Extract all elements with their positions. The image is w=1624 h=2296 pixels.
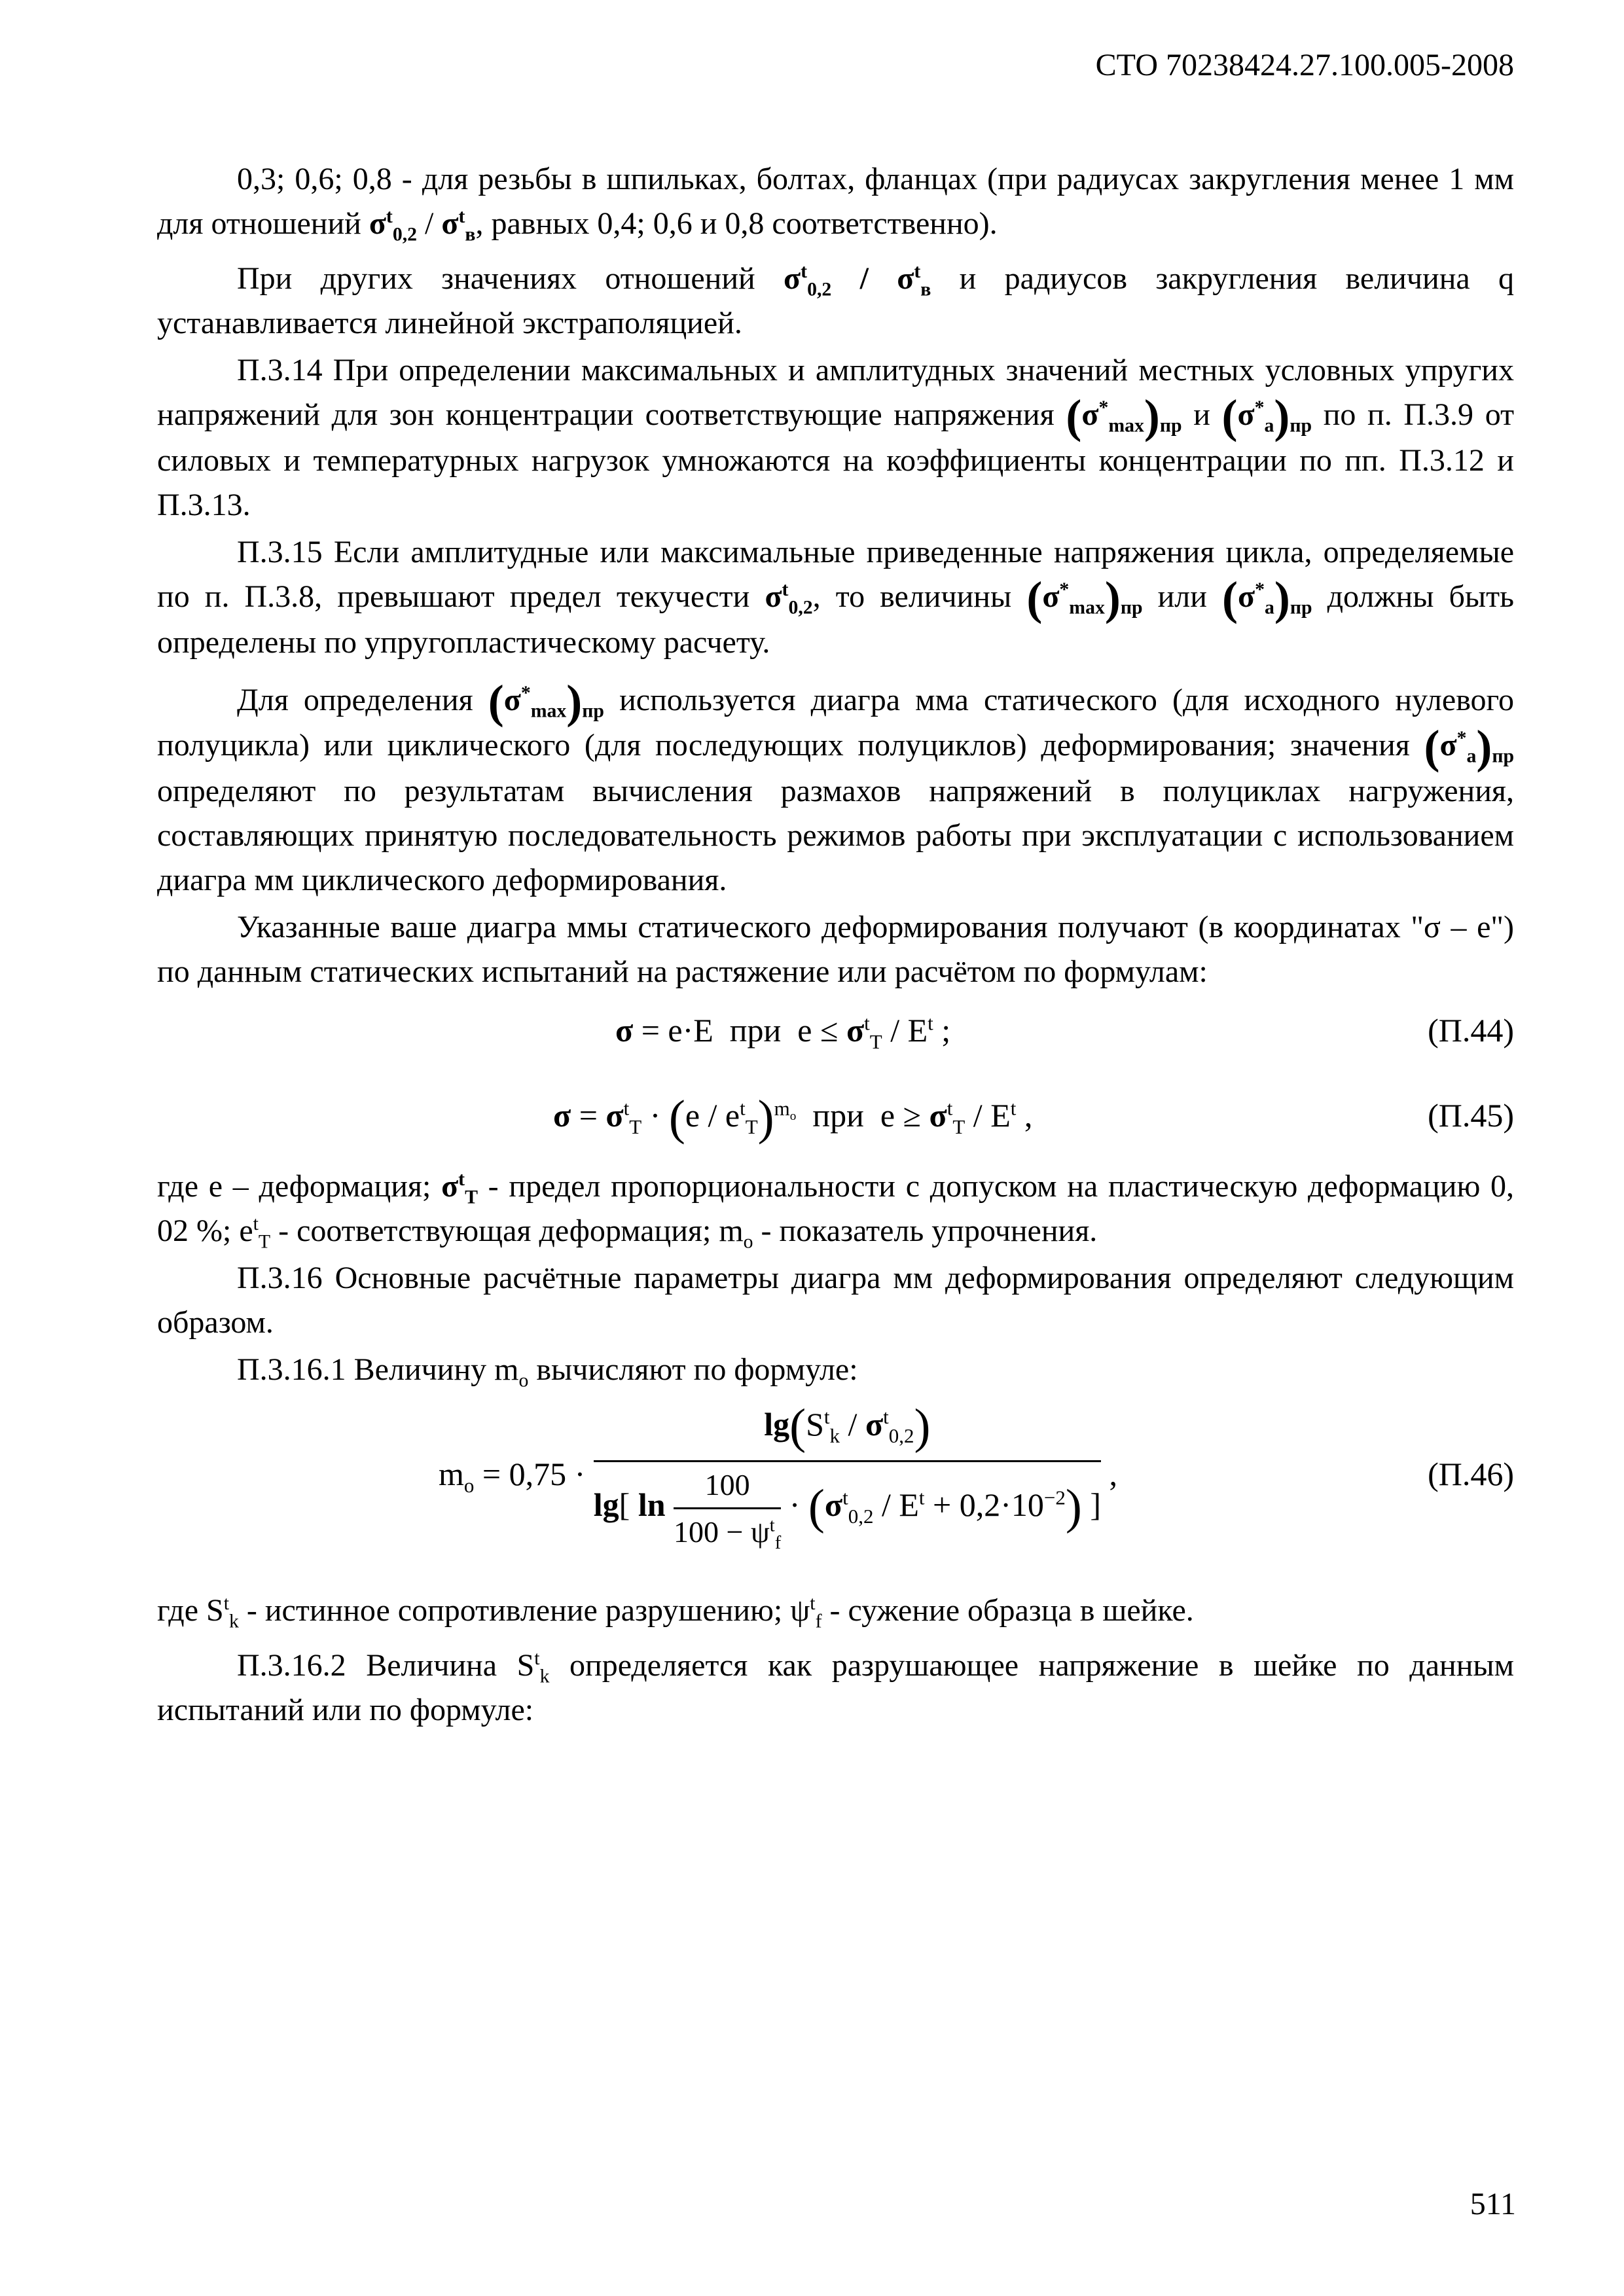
text: и радиусов закругления величина q устанавливается линейной экстраполяцией. [157,261,1515,340]
document-header: СТО 70238424.27.100.005-2008 [1095,48,1514,82]
text: П.3.16.1 Величину [237,1352,487,1388]
text: определяется как разрушающее напряжение в шейке по данным испытаний или по формуле: [157,1648,1515,1728]
text: по п. П.3.9 от силовых и температурных нагрузок умножаются на коэффициенты концентрации по пп. П.3.12 и П.3.13. [157,397,1515,522]
formula-sigma-max-pr: $(\sigma^*_{max})_{пр}$ [1066,389,1182,442]
text: - показатель упрочнения. [761,1213,1098,1249]
text: Для определения [237,682,473,717]
equation-p45 [157,1079,1514,1164]
paragraph-thread-radius: 0,3; 0,6; 0,8 - для резьбы в шпильках, болтах, фланцах (при радиусах закругления менее 1 мм для отношений $\sigma^t_{0,2} / \sigma^t_в$, равных 0,4; 0,6 и 0,8 соответственно). [157,162,1514,245]
formula-sigma-a-pr: $(\sigma^*_a)_{пр}$ [1221,389,1312,442]
paragraph-p3-16-2 [157,1643,1514,1732]
equation-p44 [157,994,1514,1079]
text: , равных 0,4; 0,6 и 0,8 соответственно). [475,206,998,241]
paragraph-diagrams [157,905,1514,994]
text: где e – деформация; [157,1169,431,1204]
text: П.3.16 Основные расчётные параметры диагра мм деформирования определяют следующим образом. [157,1261,1514,1340]
formula-s-k: $S^t_k$ [206,1592,239,1632]
text: - предел пропорциональности с допуском на пластическую деформацию 0, 02 %; [157,1169,1515,1249]
paragraph-p3-14 [157,348,1514,528]
paragraph-p3-16-1 [157,1348,1514,1392]
text: П.3.16.2 Величина [237,1648,497,1683]
text: определяют по результатам вычисления размахов напряжений в полуциклах нагружения, составляющих принятую последовательность режимов работы при эксплуатации с использованием диагра мм циклического деформирования. [157,774,1514,898]
equation-body: $m_o = 0,75$ · $\lg(S^t_k / \sigma^t_{0,2})$ lg[ ln $\frac{100}{100 - \psi^t_f}$ · $(\sigma^t_{0,2} / E^t + 0,2\cdot 10^{-2})$ ] , [439,1399,1117,1554]
formula-sigma-02: $\sigma^t_{0,2}$ [765,578,813,619]
text: - истинное сопротивление разрушению; [246,1593,783,1628]
equation-number: (П.46) [1428,1456,1514,1493]
formula-sigma-a-pr: $(\sigma^*_a)_{пр}$ [1424,721,1515,774]
text: - сужение образца в шейке. [829,1593,1194,1628]
paragraph-where-sk [157,1588,1514,1633]
text: где [157,1593,199,1628]
formula-sigma-a-pr: $(\sigma^*_a)_{пр}$ [1222,571,1312,624]
fraction: $\lg(S^t_k / \sigma^t_{0,2})$ lg[ ln $\frac{100}{100 - \psi^t_f}$ · $(\sigma^t_{0,2} / E^t + 0,2\cdot 10^{-2})$ ] [593,1399,1101,1554]
text: - соответствующая деформация; [278,1213,712,1249]
formula-sigma-b: $\sigma^t_в$ [441,206,476,245]
formula-sigma-max-pr: $(\sigma^*_{max})_{пр}$ [488,675,604,728]
equation-p46 [157,1392,1514,1588]
paragraph-p3-16 [157,1256,1514,1345]
paragraph-where-e [157,1164,1514,1253]
equation-body: $\sigma = \sigma^t_T \cdot (e / e^t_T)^{m_o}$ при $e \ge \sigma^t_T / E^t$ , [553,1090,1033,1145]
text: и [1193,397,1210,432]
text: П.3.15 Если амплитудные или максимальные приведенные напряжения цикла, определяемые по п. П.3.8, превышают предел текучести [157,534,1514,614]
paragraph-extrapolation [157,257,1514,346]
equation-number: (П.44) [1428,1012,1514,1049]
formula-sigma-t: $\sigma^t_T$ [441,1168,478,1208]
paragraph-p3-15 [157,530,1514,665]
equation-number: (П.45) [1428,1097,1514,1134]
formula-sigma-ratio: $\sigma^t_{0,2} / \sigma^t_в$ [784,260,931,300]
text: При других значениях отношений [237,261,755,296]
formula-m-o: $m_o$ [494,1352,529,1391]
paragraph-definition [157,675,1515,903]
formula-s-k: $S^t_k$ [516,1647,550,1687]
text: Указанные ваше диагра ммы статического деформирования получают (в координатах "σ – e") по данным статических испытаний на растяжение или расчётом по формулам: [157,910,1514,990]
formula-e-t: $e^t_T$ [239,1213,271,1253]
formula-psi-f: $\psi^t_f$ [790,1592,822,1632]
page-number: 511 [1470,2187,1516,2221]
text: 0,3; 0,6; 0,8 - для резьбы в шпильках, болтах, фланцах (при радиусах закругления менее 1 мм для отношений [157,162,1514,241]
text: П.3.14 При определении максимальных и амплитудных значений местных условных упругих напряжений для зон концентрации соответствующие напряжения [157,353,1514,432]
text: или [1157,579,1207,614]
formula-m-o: $m_o$ [719,1213,753,1253]
text: , то величины [812,579,1012,614]
text: используется диагра мма статического (для исходного нулевого полуцикла) или циклического (для последующих полуциклов) деформирования; значения [157,682,1515,763]
text: должны быть определены по упругопластическому расчету. [157,579,1515,660]
equation-body: σ = e·E при $e \le \sigma^t_T / E^t$ ; [615,1011,951,1054]
page-body [157,157,1514,1732]
formula-sigma-max-pr: $(\sigma^*_{max})_{пр}$ [1026,571,1143,624]
formula-sigma-ratio: $\sigma^t_{0,2}$ [369,206,418,245]
text: вычисляют по формуле: [536,1352,858,1388]
